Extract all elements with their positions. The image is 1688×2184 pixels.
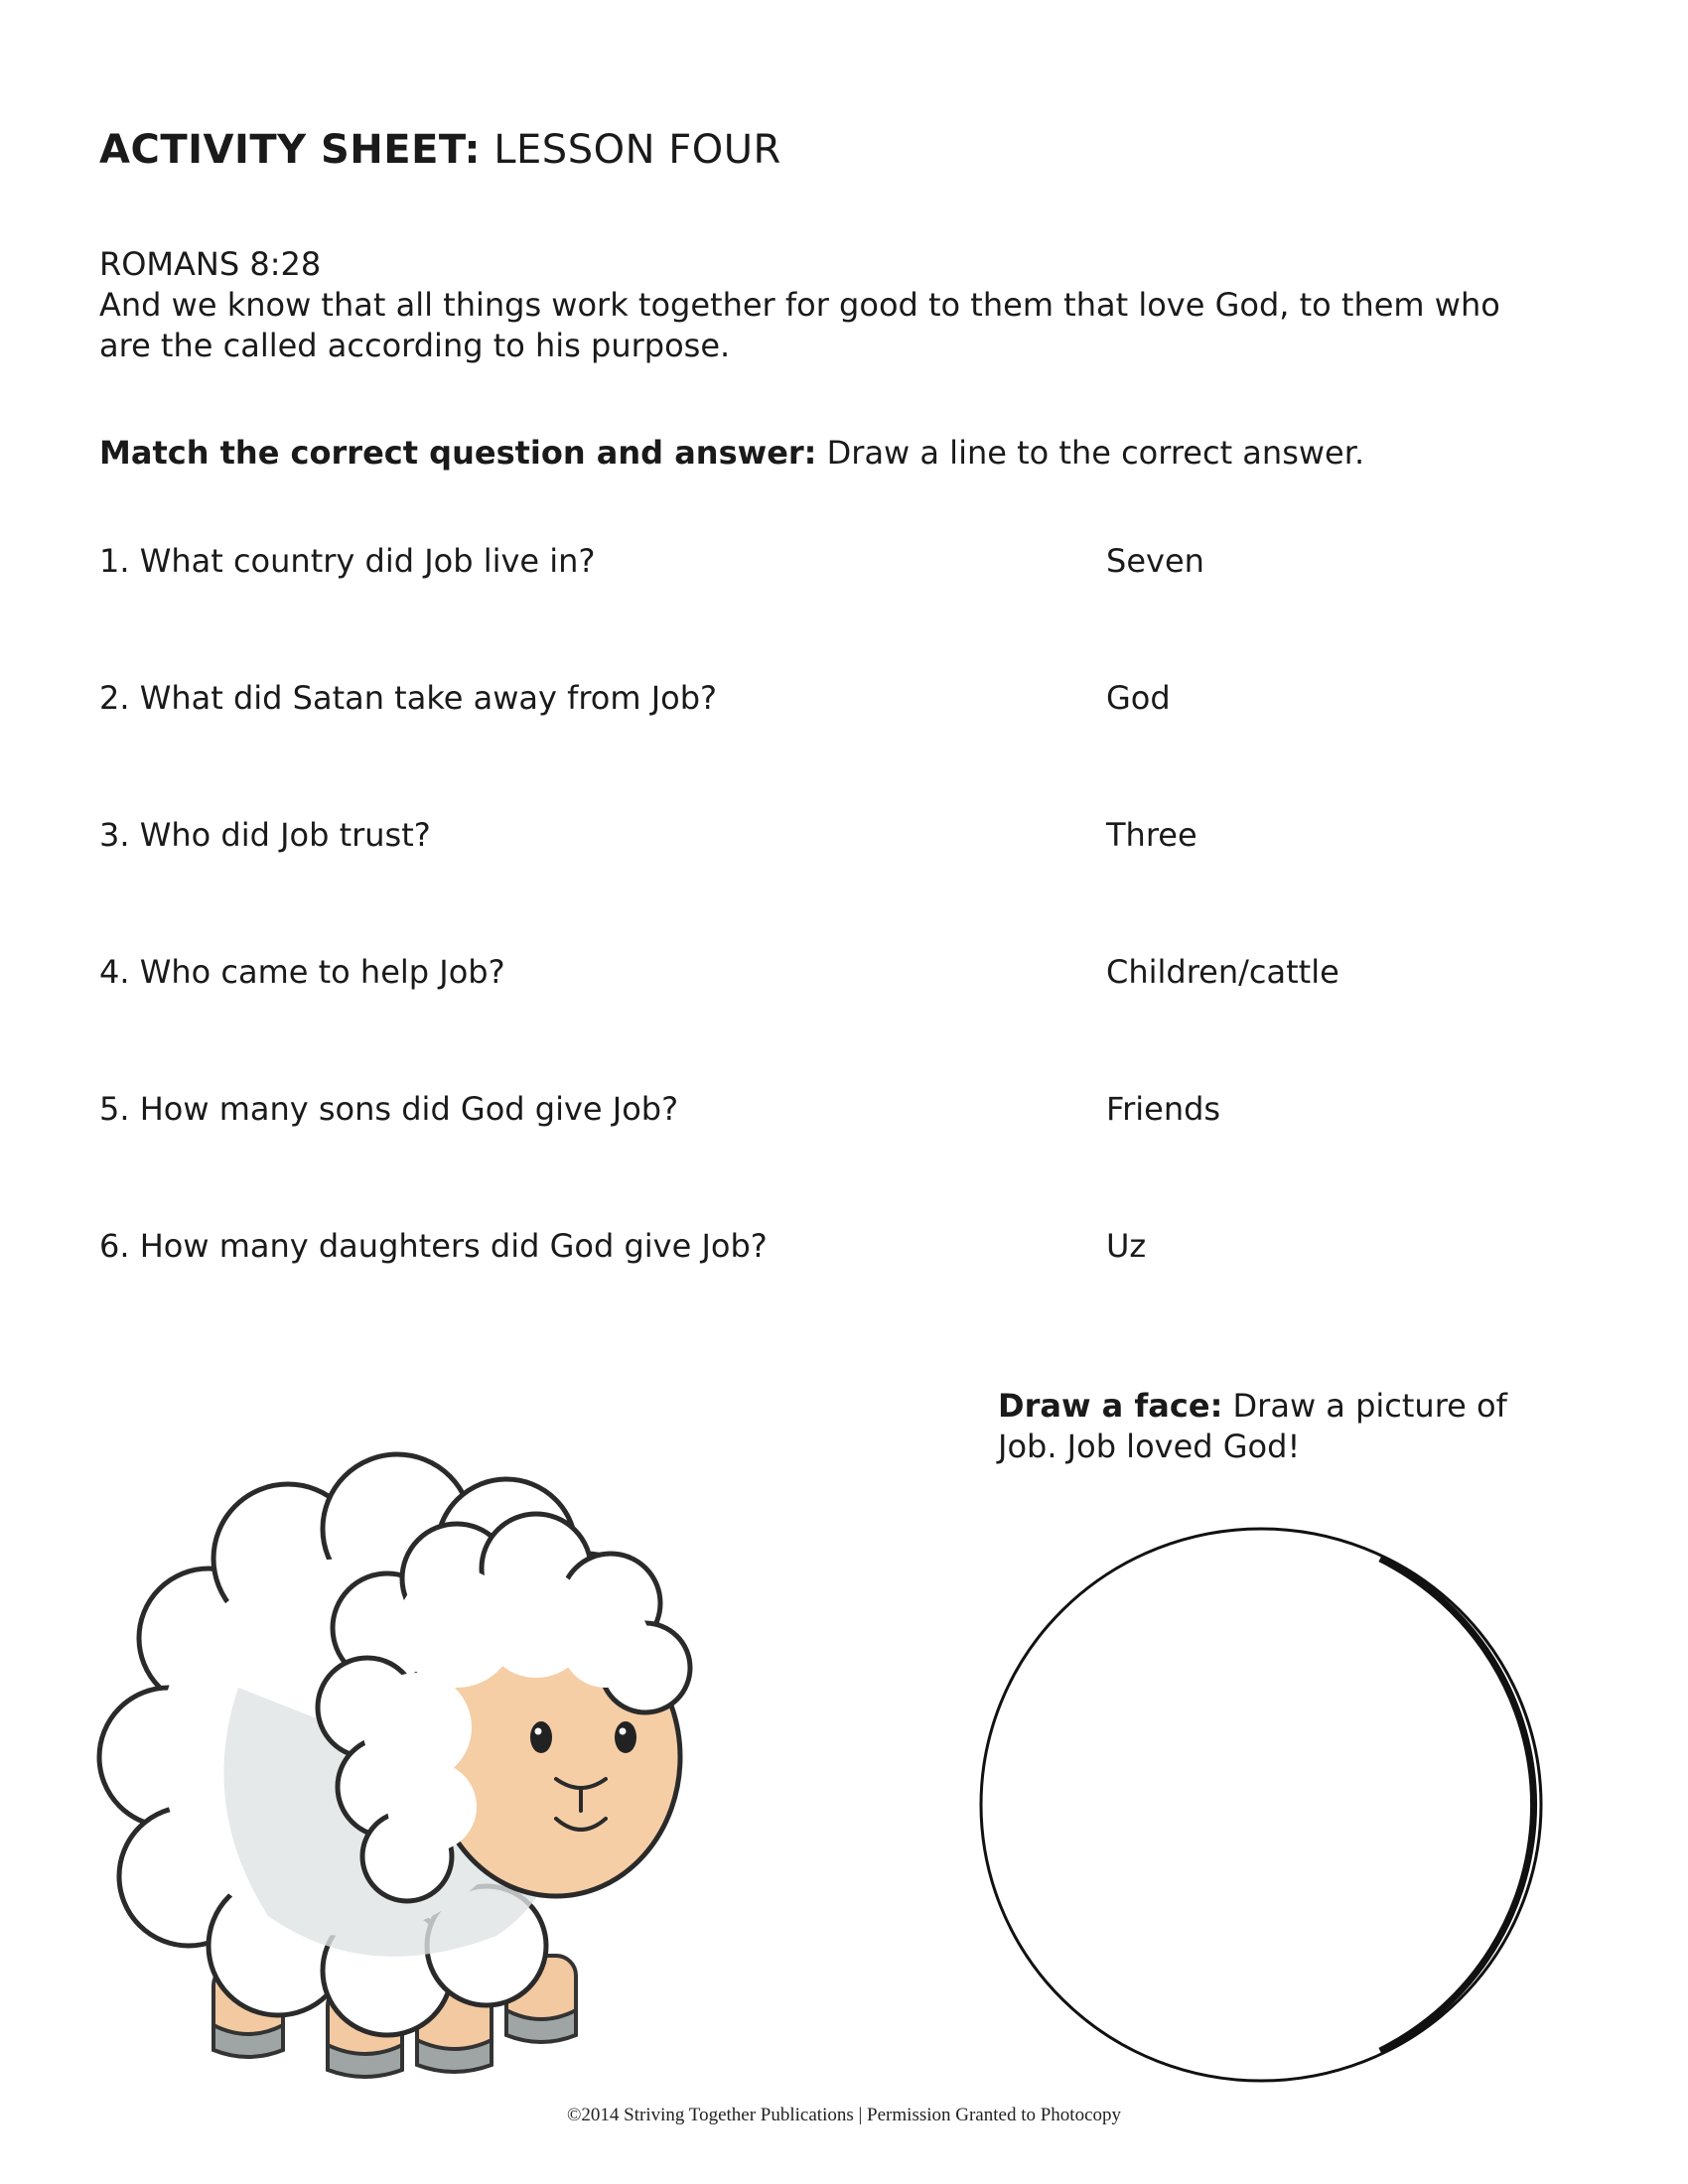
answer-1: Seven <box>1106 542 1204 580</box>
face-drawing-circle[interactable] <box>963 1519 1559 2095</box>
answer-6: Uz <box>1106 1227 1147 1265</box>
question-3: 3. Who did Job trust? <box>99 816 431 854</box>
match-label: Match the correct question and answer: <box>99 434 817 472</box>
draw-instructions <box>998 1386 1554 1467</box>
verse-text: And we know that all things work together for good to them that love God, to them who are the called according to his purpose. <box>99 286 1500 364</box>
draw-label: Draw a face: <box>998 1387 1223 1425</box>
page-title <box>99 127 781 173</box>
match-text: Draw a line to the correct answer. <box>816 434 1365 472</box>
question-2: 2. What did Satan take away from Job? <box>99 679 718 717</box>
sheep-illustration <box>89 1430 784 2105</box>
match-instructions <box>99 434 1364 472</box>
answer-4: Children/cattle <box>1106 953 1339 991</box>
footer-copyright: ©2014 Striving Together Publications | Permission Granted to Photocopy <box>566 2105 1122 2125</box>
answer-5: Friends <box>1106 1090 1221 1128</box>
question-5: 5. How many sons did God give Job? <box>99 1090 679 1128</box>
draw-text: Draw a picture of Job. Job loved God! <box>998 1387 1507 1465</box>
question-6: 6. How many daughters did God give Job? <box>99 1227 768 1265</box>
answer-3: Three <box>1106 816 1197 854</box>
verse-reference: ROMANS 8:28 <box>99 245 322 283</box>
memory-verse <box>99 244 1549 366</box>
question-4: 4. Who came to help Job? <box>99 953 505 991</box>
answer-2: God <box>1106 679 1171 717</box>
title-rest: LESSON FOUR <box>481 127 781 173</box>
question-1: 1. What country did Job live in? <box>99 542 596 580</box>
title-bold: ACTIVITY SHEET: <box>99 127 482 173</box>
